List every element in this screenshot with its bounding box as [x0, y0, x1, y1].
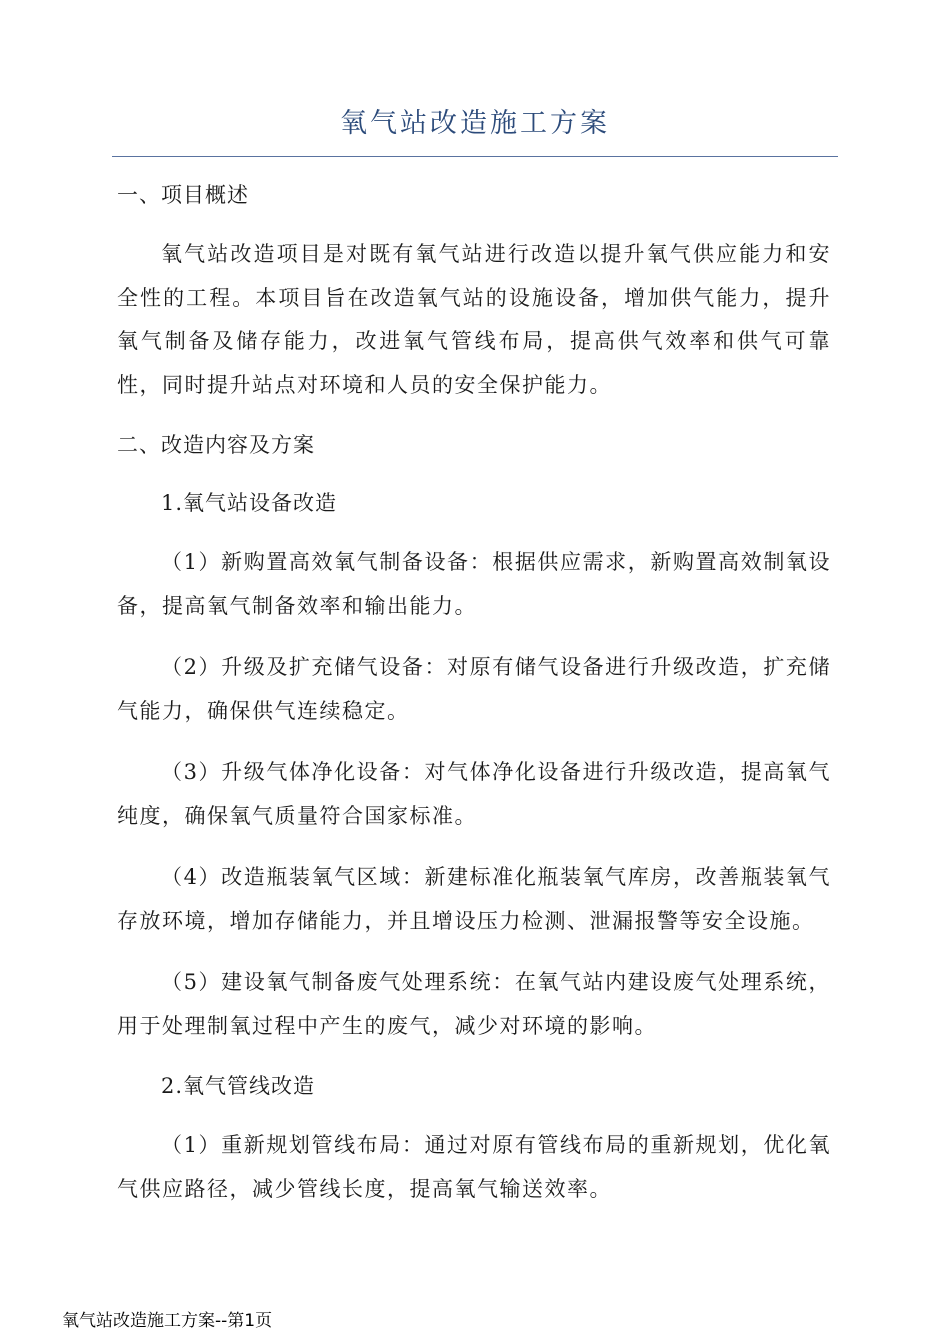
section-heading-overview: 一、项目概述 — [117, 183, 249, 207]
list-item-equipment-5: （5）建设氧气制备废气处理系统：在氧气站内建设废气处理系统，用于处理制氧过程中产生的废气，减少对环境的影响。 — [117, 970, 831, 1038]
list-item-equipment-3: （3）升级气体净化设备：对气体净化设备进行升级改造，提高氧气纯度，确保氧气质量符合国家标准。 — [117, 760, 831, 828]
document-body — [117, 175, 831, 1229]
document-title: 氧气站改造施工方案 — [340, 108, 610, 139]
subsection-heading-equipment: 1.氧气站设备改造 — [161, 491, 338, 515]
title-divider — [112, 156, 838, 157]
section-heading-content: 二、改造内容及方案 — [117, 433, 315, 457]
page-footer: 氧气站改造施工方案--第1页 — [62, 1311, 273, 1331]
subsection-heading-pipeline: 2.氧气管线改造 — [161, 1074, 316, 1098]
list-item-equipment-4: （4）改造瓶装氧气区域：新建标准化瓶装氧气库房，改善瓶装氧气存放环境，增加存储能力，并且增设压力检测、泄漏报警等安全设施。 — [117, 865, 831, 933]
list-item-pipeline-1: （1）重新规划管线布局：通过对原有管线布局的重新规划，优化氧气供应路径，减少管线长度，提高氧气输送效率。 — [117, 1133, 831, 1201]
list-item-equipment-1: （1）新购置高效氧气制备设备：根据供应需求，新购置高效制氧设备，提高氧气制备效率和输出能力。 — [117, 550, 831, 618]
list-item-equipment-2: （2）升级及扩充储气设备：对原有储气设备进行升级改造，扩充储气能力，确保供气连续稳定。 — [117, 655, 831, 723]
paragraph-overview: 氧气站改造项目是对既有氧气站进行改造以提升氧气供应能力和安全性的工程。本项目旨在改造氧气站的设施设备，增加供气能力，提升氧气制备及储存能力，改进氧气管线布局，提高供气效率和供气可靠性，同时提升站点对环境和人员的安全保护能力。 — [117, 242, 831, 397]
